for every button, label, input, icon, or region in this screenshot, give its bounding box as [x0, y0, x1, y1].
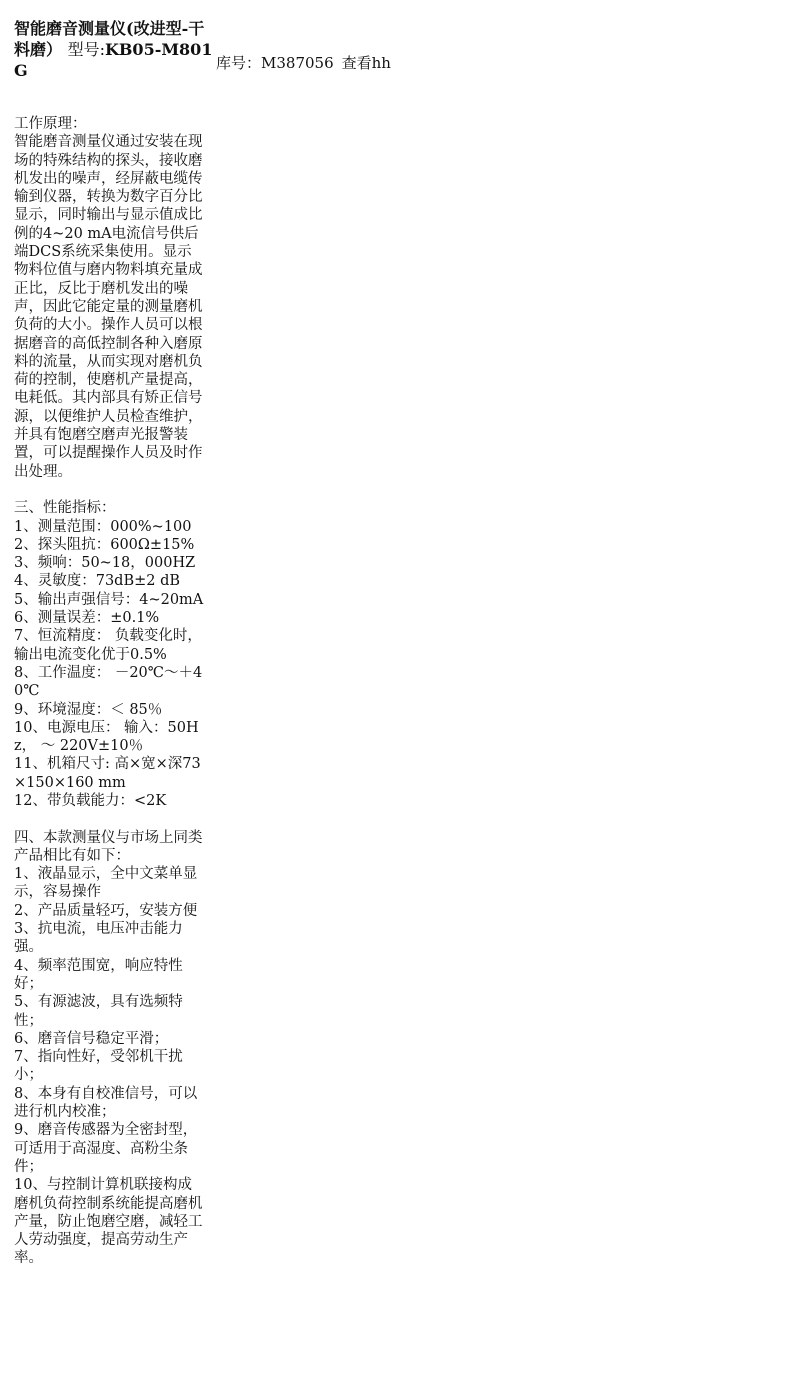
advantage-item: 4、频率范围宽，响应特性好；: [14, 957, 183, 992]
advantage-item: 7、指向性好，受邻机干扰小；: [14, 1049, 183, 1084]
principle-section: [14, 115, 205, 481]
advantage-item: 3、抗电流，电压冲击能力强。: [14, 921, 183, 956]
product-header: [14, 18, 214, 81]
advantages-section: [14, 829, 205, 1268]
stock-value: M387056: [261, 54, 334, 72]
spec-item: 11、机箱尺寸: 高×宽×深73×150×160 mm: [14, 756, 201, 791]
advantage-item: 1、液晶显示，全中文菜单显示，容易操作: [14, 866, 198, 901]
spec-item: 5、输出声强信号：4~20mA: [14, 591, 204, 608]
advantage-item: 9、磨音传感器为全密封型，可适用于高湿度、高粉尘条件；: [14, 1122, 198, 1175]
specs-heading: 三、性能指标：: [14, 500, 116, 517]
model-label: 型号:: [67, 40, 105, 59]
spec-item: 2、探头阻抗：600Ω±15%: [14, 536, 195, 553]
product-meta: [216, 54, 391, 72]
advantage-item: 6、磨音信号稳定平滑；: [14, 1030, 169, 1047]
spec-item: 1、测量范围：000%~100: [14, 518, 192, 535]
specs-section: [14, 499, 205, 810]
advantage-item: 2、产品质量轻巧，安装方便: [14, 902, 198, 919]
spec-item: 8、工作温度： －20℃～＋40℃: [14, 664, 203, 700]
spec-item: 12、带负载能力：<2K: [14, 792, 167, 809]
spec-item: 10、电源电压： 输入：50Hz， ～ 220V±10％: [14, 719, 199, 755]
advantage-item: 8、本身有自校准信号，可以进行机内校准；: [14, 1085, 198, 1121]
model-value: KB05-M801G: [14, 40, 213, 80]
stock-label: 库号：: [216, 54, 262, 72]
spec-item: 6、测量误差：±0.1%: [14, 610, 160, 627]
product-title: 智能磨音测量仪(改进型-干料磨）: [14, 19, 205, 59]
advantage-item: 5、有源滤波，具有选频特性；: [14, 994, 183, 1029]
spec-item: 9、环境湿度：＜ 85％: [14, 701, 163, 718]
spec-item: 4、灵敏度：73dB±2 dB: [14, 573, 181, 590]
advantage-item: 10、与控制计算机联接构成磨机负荷控制系统能提高磨机产量，防止饱磨空磨，减轻工人劳动强度，提高劳动生产率。: [14, 1177, 203, 1267]
advantages-heading: 四、本款测量仪与市场上同类产品相比有如下：: [14, 829, 203, 864]
product-description: [14, 115, 205, 1268]
view-link[interactable]: 查看hh: [341, 54, 391, 72]
spec-item: 3、频响：50~18，000HZ: [14, 555, 196, 572]
principle-text: 智能磨音测量仪通过安装在现场的特殊结构的探头，接收磨机发出的噪声，经屏蔽电缆传输到仪器，转换为数字百分比显示，同时输出与显示值成比例的4~20 mA电流信号供后端DCS系统采集使用。显示物料位值与磨内物料填充量成正比，反比于磨机发出的噪声，因此它能定量的测量磨机负荷的大小。操作人员可以根据磨音的高低控制各种入磨原料的流量，从而实现对磨机负荷的控制，使磨机产量提高，电耗低。其内部具有矫正信号源，以便维护人员检查维护，并具有饱磨空磨声光报警装置，可以提醒操作人员及时作出处理。: [14, 134, 203, 480]
principle-heading: 工作原理：: [14, 116, 87, 132]
spec-item: 7、恒流精度： 负载变化时，输出电流变化优于0.5%: [14, 628, 202, 663]
